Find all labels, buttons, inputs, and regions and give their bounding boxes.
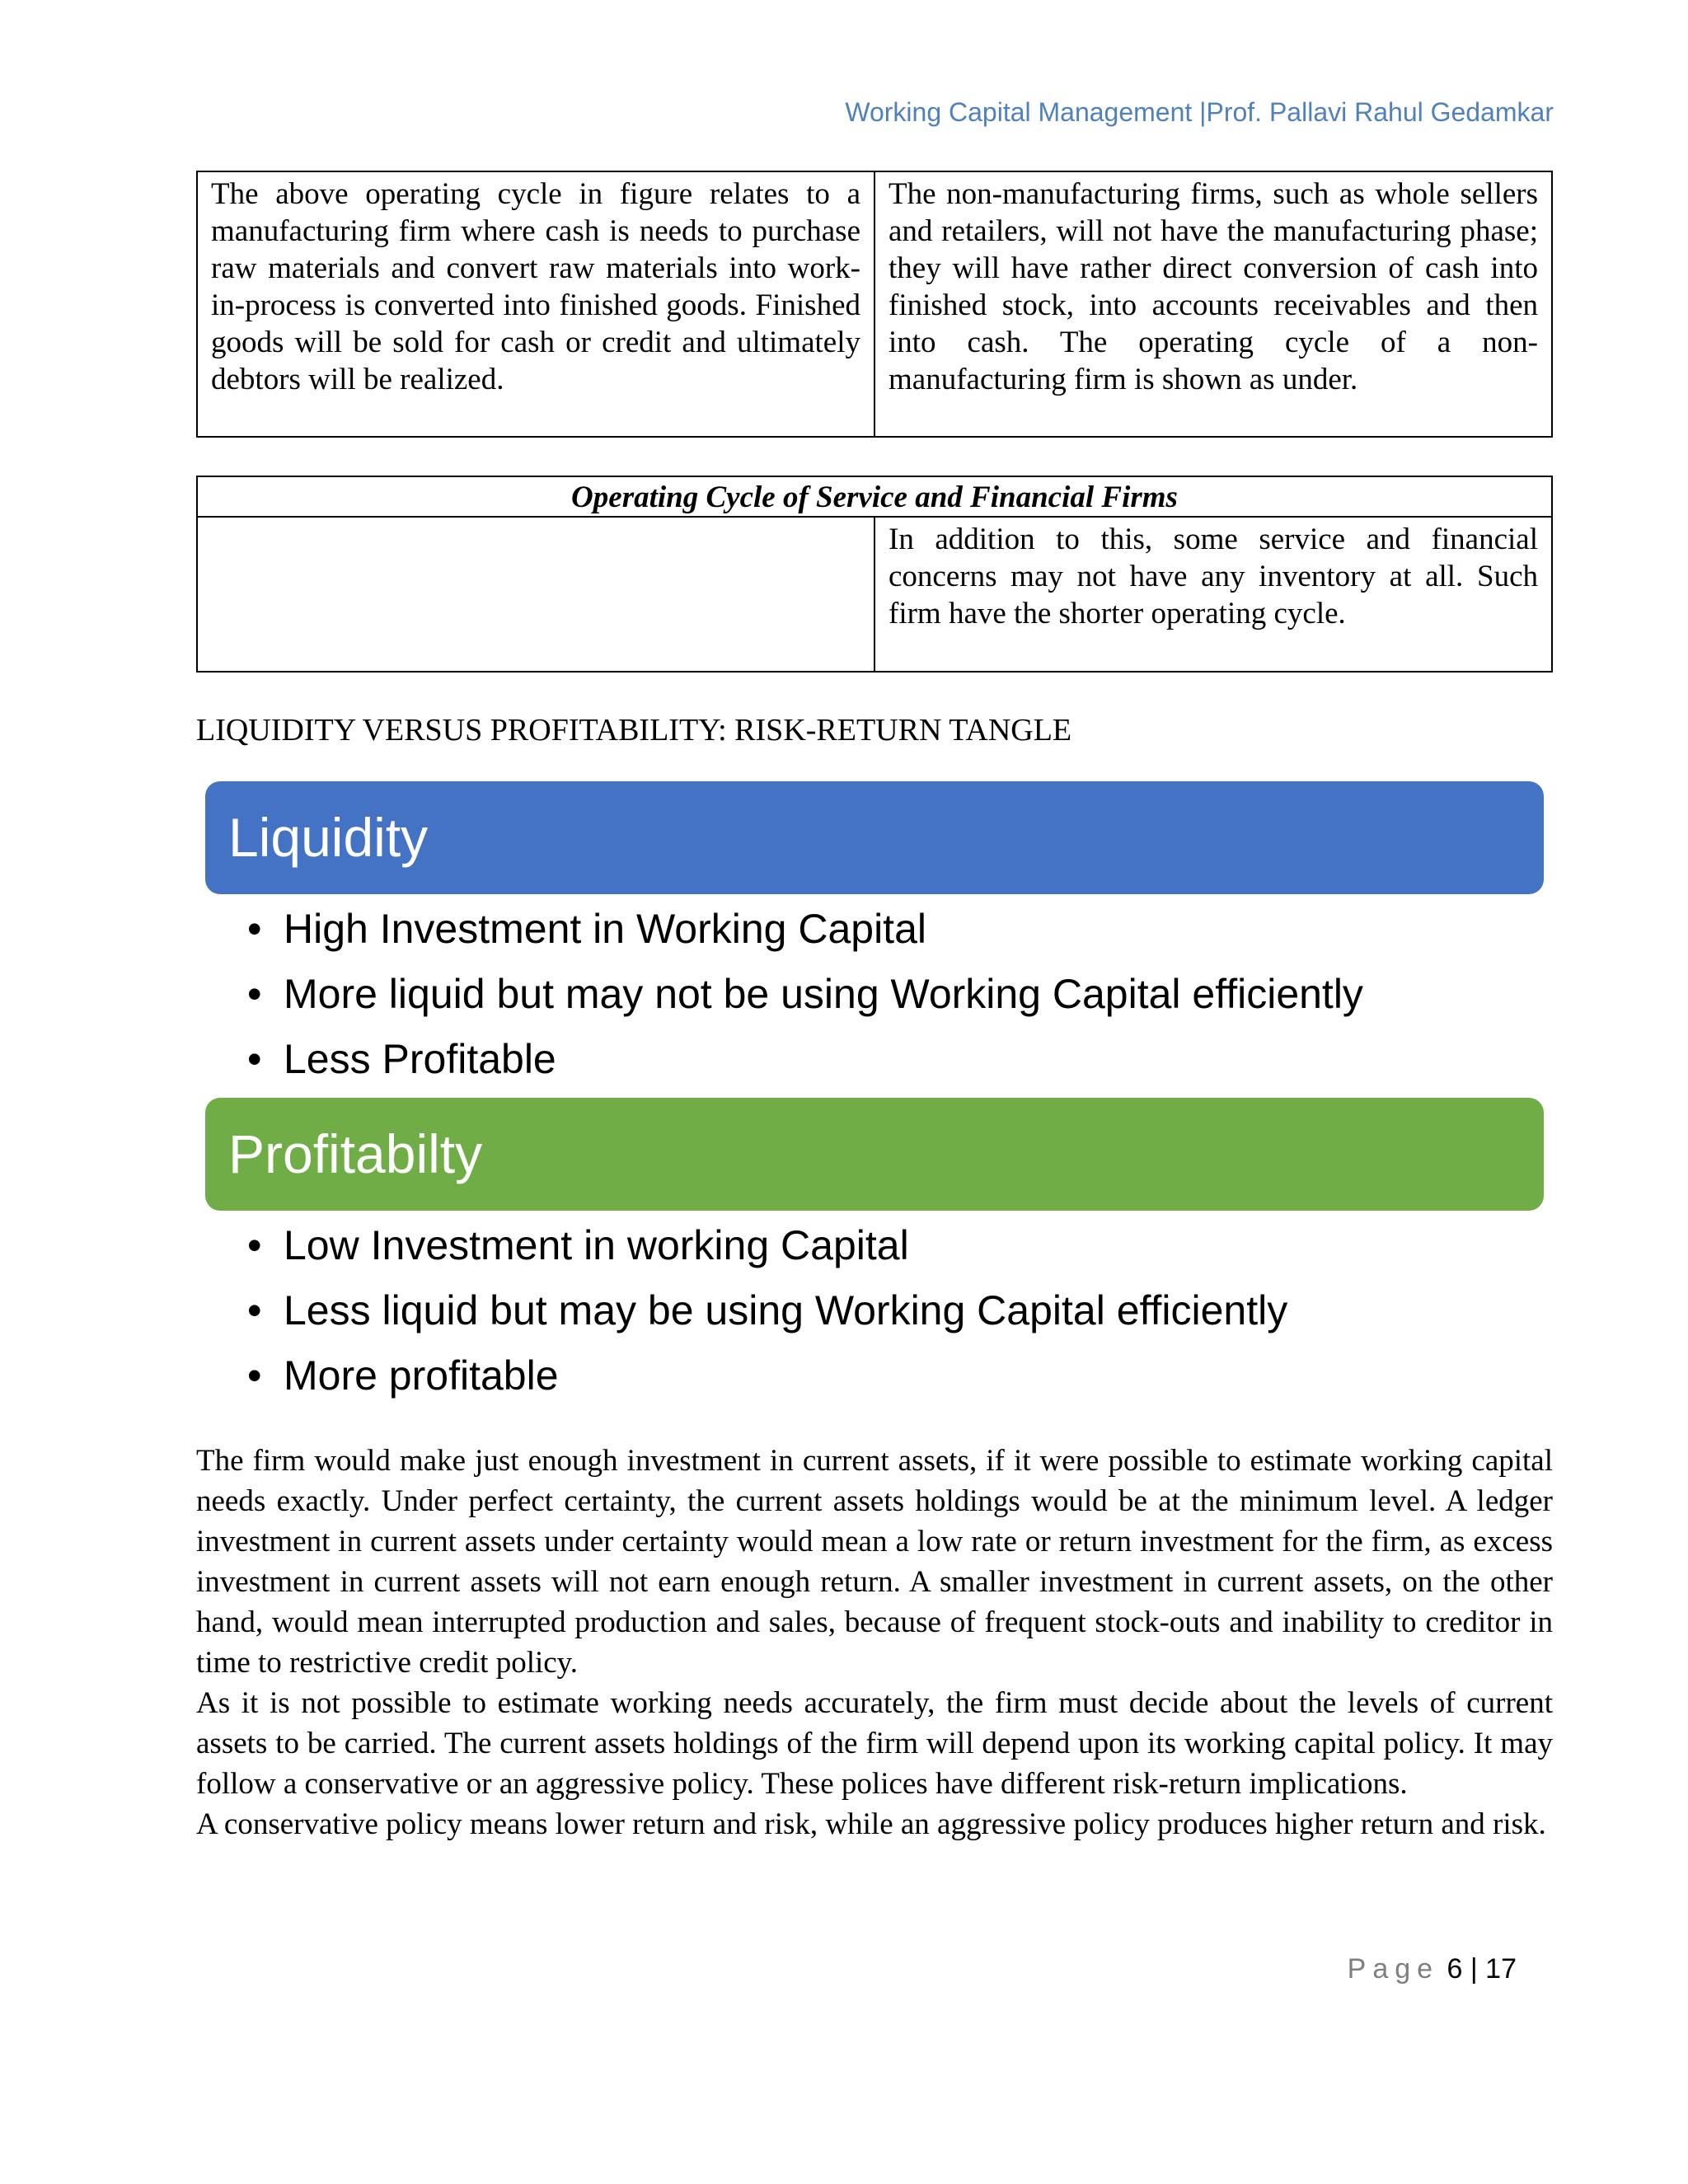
total-pages: 17 [1485, 1953, 1517, 1985]
table-caption: Operating Cycle of Service and Financial Firms [197, 476, 1552, 517]
page-label: Page [1347, 1953, 1440, 1985]
service-firms-table [196, 476, 1553, 673]
list-item: • More liquid but may not be using Working Capital efficiently [247, 962, 1363, 1027]
profitability-bullet-list [247, 1213, 1287, 1408]
profitability-banner: Profitabilty [205, 1098, 1544, 1211]
list-item: • More profitable [247, 1343, 1287, 1408]
list-item: • Less liquid but may be using Working Capital efficiently [247, 1278, 1287, 1343]
paragraph: A conservative policy means lower return and risk, while an aggressive policy produces higher return and risk. [196, 1807, 1546, 1841]
body-text [196, 1441, 1553, 1844]
liquidity-bullet-list [247, 897, 1363, 1092]
manufacturing-cycle-cell: The above operating cycle in figure relates to a manufacturing firm where cash is needs to purchase raw materials and convert raw materials into work-in-process is converted into finished goods. Finished goods will be sold for cash or credit and ultimately debtors will be realized. [197, 171, 874, 437]
paragraph: As it is not possible to estimate working needs accurately, the firm must decide about the levels of current assets to be carried. The current assets holdings of the firm will depend upon its working capital policy. It may follow a conservative or an aggressive policy. These polices have different risk-return implications. [196, 1686, 1553, 1801]
page-footer [1348, 1953, 1517, 1985]
liquidity-banner: Liquidity [205, 781, 1544, 894]
service-firms-cell: In addition to this, some service and financial concerns may not have any inventory at all. Such firm have the shorter operating cycle. [874, 517, 1552, 672]
figure-placeholder-cell [197, 517, 874, 672]
page-separator: | [1470, 1953, 1478, 1985]
running-header: Working Capital Management |Prof. Pallavi Rahul Gedamkar [845, 97, 1554, 127]
page-number: 6 [1447, 1953, 1463, 1985]
paragraph: The firm would make just enough investment in current assets, if it were possible to estimate working capital needs exactly. Under perfect certainty, the current assets holdings would be at the minimum level. A ledger investment in current assets under certainty would mean a low rate or return investment for the firm, as excess investment in current assets will not earn enough return. A smaller investment in current assets, on the other hand, would mean interrupted production and sales, because of frequent stock-outs and inability to creditor in time to restrictive credit policy. [196, 1444, 1553, 1680]
list-item: • Low Investment in working Capital [247, 1213, 1287, 1278]
section-heading: LIQUIDITY VERSUS PROFITABILITY: RISK-RETURN TANGLE [196, 713, 1072, 748]
list-item: • Less Profitable [247, 1027, 1363, 1092]
operating-cycle-table [196, 171, 1553, 438]
list-item: • High Investment in Working Capital [247, 897, 1363, 962]
non-manufacturing-cycle-cell: The non-manufacturing firms, such as whole sellers and retailers, will not have the manufacturing phase; they will have rather direct conversion of cash into finished stock, into accounts receivables and then into cash. The operating cycle of a non-manufacturing firm is shown as under. [874, 171, 1552, 437]
